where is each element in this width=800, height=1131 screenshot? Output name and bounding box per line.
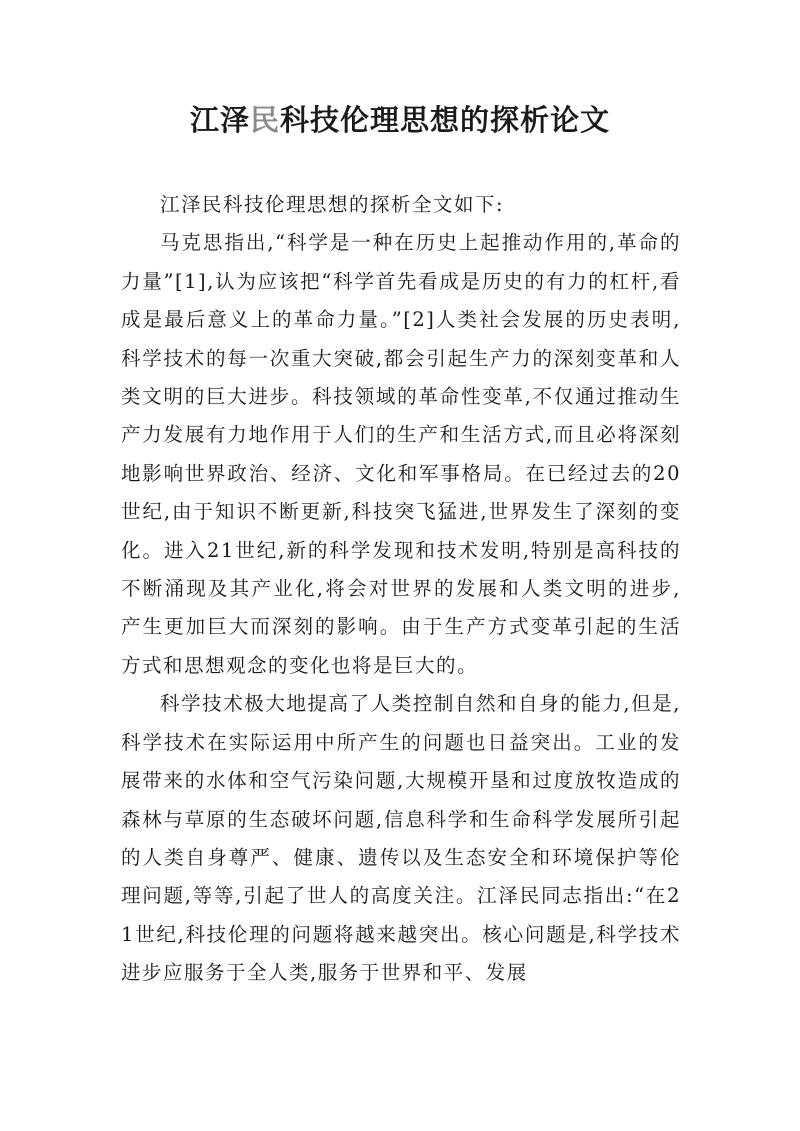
intro-paragraph: 江泽民科技伦理思想的探析全文如下: (160, 193, 505, 216)
document-body (121, 186, 681, 993)
body-paragraph-2: 科学技术极大地提高了人类控制自然和自身的能力,但是,科学技术在实际运用中所产生的问题也日益突出。工业的发展带来的水体和空气污染问题,大规模开垦和过度放牧造成的森林与草原的生态破坏问题,信息科学和生命科学发展所引起的人类自身尊严、健康、遗传以及生态安全和环境保护等伦理问题,等等,引起了世人的高度关注。江泽民同志指出:“在21世纪,科技伦理的问题将越来越突出。核心问题是,科学技术进步应服务于全人类,服务于世界和平、发展 (121, 692, 681, 985)
title-highlighted-char: 民 (249, 103, 280, 137)
document-title (0, 100, 800, 140)
body-paragraph-1: 马克思指出,“科学是一种在历史上起推动作用的,革命的力量”[1],认为应该把“科学首先看成是历史的有力的杠杆,看成是最后意义上的革命力量。”[2]人类社会发展的历史表明,科学技术的每一次重大突破,都会引起生产力的深刻变革和人类文明的巨大进步。科技领域的革命性变革,不仅通过推动生产力发展有力地作用于人们的生产和生活方式,而且必将深刻地影响世界政治、经济、文化和军事格局。在已经过去的20世纪,由于知识不断更新,科技突飞猛进,世界发生了深刻的变化。进入21世纪,新的科学发现和技术发明,特别是高科技的不断涌现及其产业化,将会对世界的发展和人类文明的进步,产生更加巨大而深刻的影响。由于生产方式变革引起的生活方式和思想观念的变化也将是巨大的。 (121, 231, 681, 677)
title-part-1: 江泽 (189, 103, 250, 137)
title-part-2: 科技伦理思想的探析论文 (280, 103, 611, 137)
